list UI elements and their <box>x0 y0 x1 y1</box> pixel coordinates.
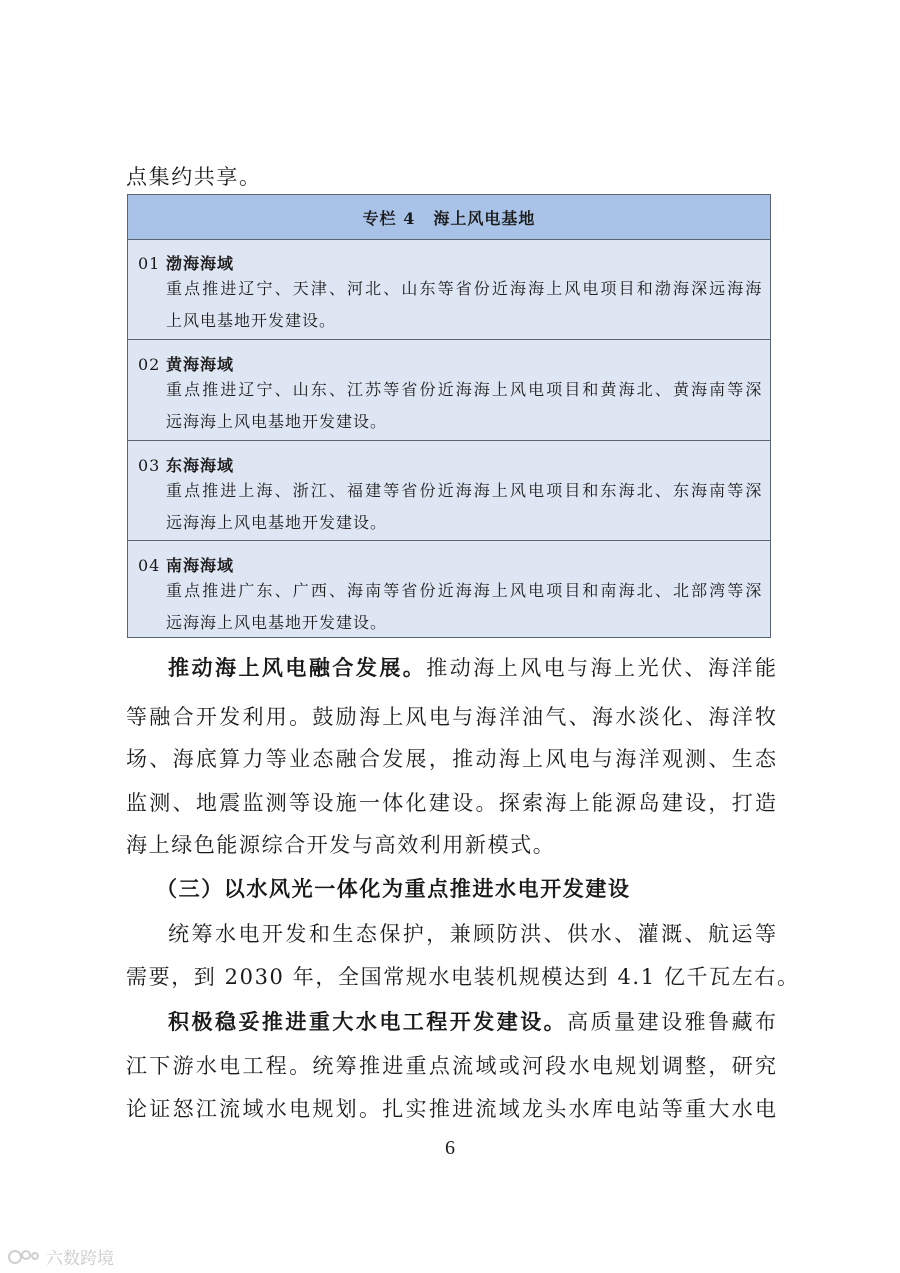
box-section-nanhai <box>128 541 770 637</box>
box-title: 海上风电基地 <box>433 208 536 228</box>
feature-box <box>127 194 771 638</box>
section-number: 03 <box>138 456 161 475</box>
para1-line5: 海上绿色能源综合开发与高效利用新模式。 <box>126 833 556 857</box>
para3-line1: 积极稳妥推进重大水电工程开发建设。高质量建设雅鲁藏布 <box>168 1009 777 1034</box>
section-number: 01 <box>138 254 161 273</box>
section-heading: （三）以水风光一体化为重点推进水电开发建设 <box>156 876 631 901</box>
section-text-line: 重点推进辽宁、山东、江苏等省份近海海上风电项目和黄海北、黄海南等深 <box>166 380 762 399</box>
section-text-line: 远海海上风电基地开发建设。 <box>166 513 388 532</box>
section-title: 东海海域 <box>166 456 235 475</box>
box-section-huanghai <box>128 340 770 441</box>
box-number: 专栏 4 <box>362 208 416 228</box>
watermark-text: 六数跨境 <box>46 1249 114 1269</box>
para2-line1: 统筹水电开发和生态保护，兼顾防洪、供水、灌溉、航运等 <box>168 922 776 946</box>
section-text-line: 远海海上风电基地开发建设。 <box>166 613 388 632</box>
section-number: 02 <box>138 355 161 374</box>
para1-lead: 推动海上风电融合发展。 <box>168 655 427 680</box>
watermark <box>8 1244 114 1269</box>
section-text-line: 重点推进广东、广西、海南等省份近海海上风电项目和南海北、北部湾等深 <box>166 581 762 600</box>
section-number: 04 <box>138 556 161 575</box>
para3-line2: 江下游水电工程。统筹推进重点流域或河段水电规划调整，研究 <box>126 1054 776 1078</box>
section-title: 南海海域 <box>166 556 235 575</box>
box-section-bohai <box>128 239 770 340</box>
section-text-line: 远海海上风电基地开发建设。 <box>166 412 388 431</box>
para1-line3: 场、海底算力等业态融合发展，推动海上风电与海洋观测、生态 <box>126 747 776 771</box>
para1-line4: 监测、地震监测等设施一体化建设。探索海上能源岛建设，打造 <box>126 791 776 815</box>
section-text-line: 上风电基地开发建设。 <box>166 311 337 330</box>
watermark-logo-icon <box>8 1247 42 1267</box>
box-header <box>128 195 770 240</box>
section-text-line: 重点推进辽宁、天津、河北、山东等省份近海海上风电项目和渤海深远海海 <box>166 279 762 298</box>
page-number: 6 <box>445 1137 455 1159</box>
section-title: 渤海海域 <box>166 254 235 273</box>
para3-line3: 论证怒江流域水电规划。扎实推进流域龙头水库电站等重大水电 <box>126 1097 776 1121</box>
para3-lead: 积极稳妥推进重大水电工程开发建设。 <box>168 1009 568 1034</box>
top-line: 点集约共享。 <box>126 165 262 189</box>
section-text-line: 重点推进上海、浙江、福建等省份近海海上风电项目和东海北、东海南等深 <box>166 481 762 500</box>
para1-line2: 等融合开发利用。鼓励海上风电与海洋油气、海水淡化、海洋牧 <box>126 705 776 729</box>
box-section-donghai <box>128 441 770 541</box>
section-title: 黄海海域 <box>166 355 235 374</box>
para1-line1: 推动海上风电融合发展。推动海上风电与海上光伏、海洋能 <box>168 655 776 680</box>
para2-line2: 需要，到 2030 年，全国常规水电装机规模达到 4.1 亿千瓦左右。 <box>126 965 800 989</box>
